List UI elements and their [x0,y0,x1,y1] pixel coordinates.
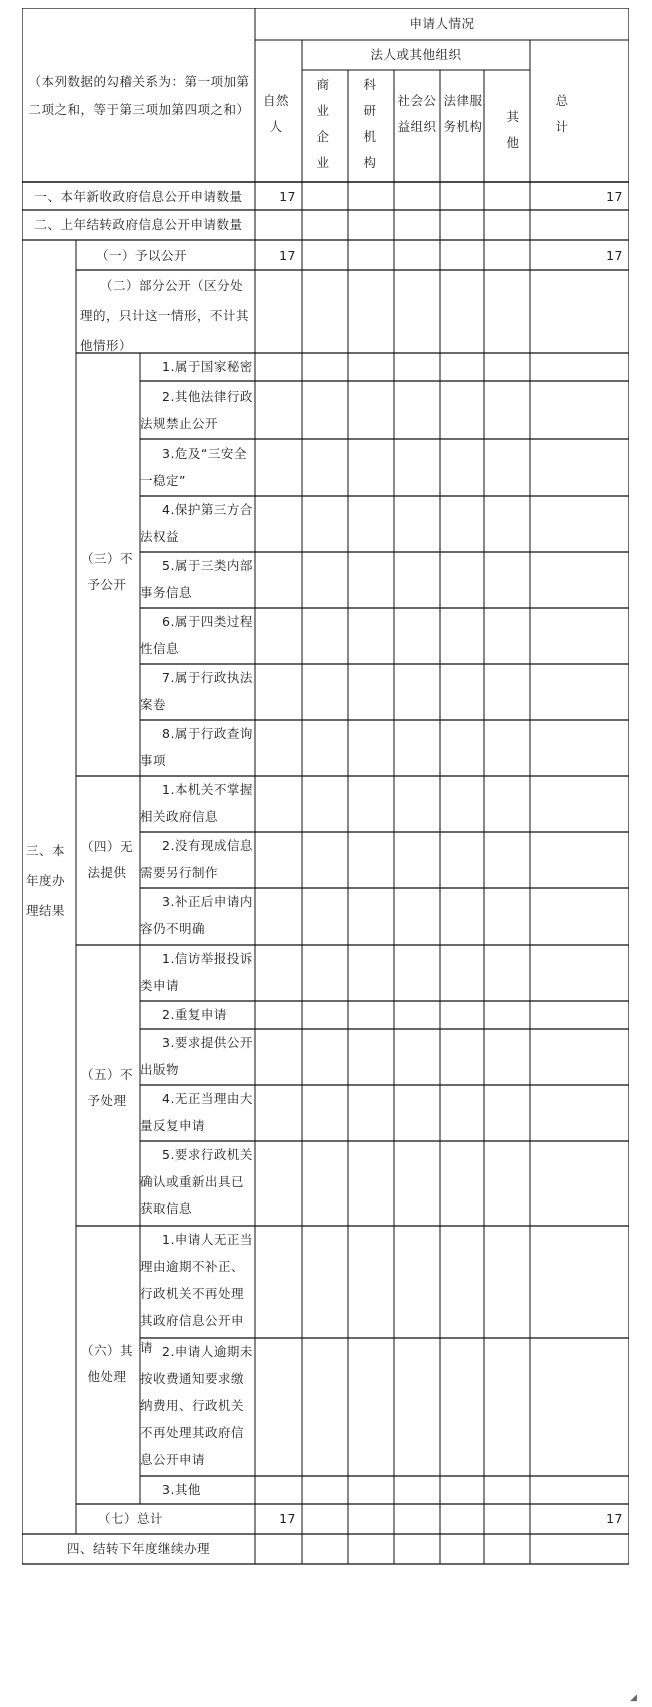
item-duplicate: 2.重复申请 [162,1007,227,1022]
disclosure-table [22,8,629,1702]
col-legal-service: 法律服务机构 [443,93,483,134]
row-open-natural: 17 [279,248,296,263]
item-other: 3.其他 [162,1482,201,1497]
header-note: （本列数据的勾稽关系为：第一项加第二项之和，等于第三项加第四项之和） [28,74,250,117]
col-business: 商业企业 [316,77,330,170]
col-natural: 自然人 [262,93,289,134]
row-carried-over-label: 二、上年结转政府信息公开申请数量 [34,217,243,232]
section-results-label: 三、本年度办理结果 [26,843,66,918]
row-open-total: 17 [606,248,623,263]
col-research: 科研机构 [363,77,377,170]
header-legal-group: 法人或其他组织 [370,47,462,62]
row-open-label: （一）予以公开 [96,248,188,263]
item-repeated: 4.无正当理由大量反复申请 [140,1091,253,1133]
row-partial-label: （二）部分公开（区分处理的，只计这一情形，不计其他情形） [80,278,250,353]
row-next-year-label: 四、结转下年度继续办理 [66,1541,210,1556]
item-publication: 3.要求提供公开出版物 [140,1035,253,1077]
item-admin-query: 8.属于行政查询事项 [140,726,253,768]
scan-mark: ◢ [630,1693,637,1703]
item-internal-affairs: 5.属于三类内部事务信息 [140,558,253,600]
item-enforcement-file: 7.属于行政执法案卷 [140,670,253,712]
item-need-create: 2.没有现成信息需要另行制作 [140,838,253,880]
row-new-requests-label: 一、本年新收政府信息公开申请数量 [34,189,243,204]
item-petition: 1.信访举报投诉类申请 [140,951,253,993]
row-new-requests-natural: 17 [279,189,296,204]
item-state-secret: 1.属于国家秘密 [162,359,253,374]
item-reconfirm: 5.要求行政机关确认或重新出具已获取信息 [140,1147,253,1216]
group-not-process-label: （五）不予处理 [80,1067,133,1108]
item-law-prohibited: 2.其他法律行政法规禁止公开 [140,389,253,431]
item-three-safety: 3.危及“三安全一稳定” [140,446,247,488]
item-no-correction: 1.申请人无正当理由逾期不补正、行政机关不再处理其政府信息公开申请 [140,1232,253,1355]
row-sum-label: （七）总计 [98,1511,164,1526]
row-sum-natural: 17 [279,1511,296,1526]
col-total: 总计 [555,93,569,134]
group-other-label: （六）其他处理 [80,1343,133,1384]
col-other: 其他 [506,109,520,150]
group-unable-label: （四）无法提供 [80,839,133,880]
header-title: 申请人情况 [409,16,475,31]
item-process-info: 6.属于四类过程性信息 [140,614,253,656]
row-new-requests-total: 17 [606,189,623,204]
col-public-welfare: 社会公益组织 [397,93,437,134]
row-sum-total: 17 [606,1511,623,1526]
item-third-party: 4.保护第三方合法权益 [140,502,253,544]
item-not-held: 1.本机关不掌握相关政府信息 [140,782,253,824]
group-not-open-label: （三）不予公开 [80,551,133,592]
item-unclear: 3.补正后申请内容仍不明确 [140,894,253,936]
item-unpaid-fee: 2.申请人逾期未按收费通知要求缴纳费用、行政机关不再处理其政府信息公开申请 [140,1344,253,1467]
